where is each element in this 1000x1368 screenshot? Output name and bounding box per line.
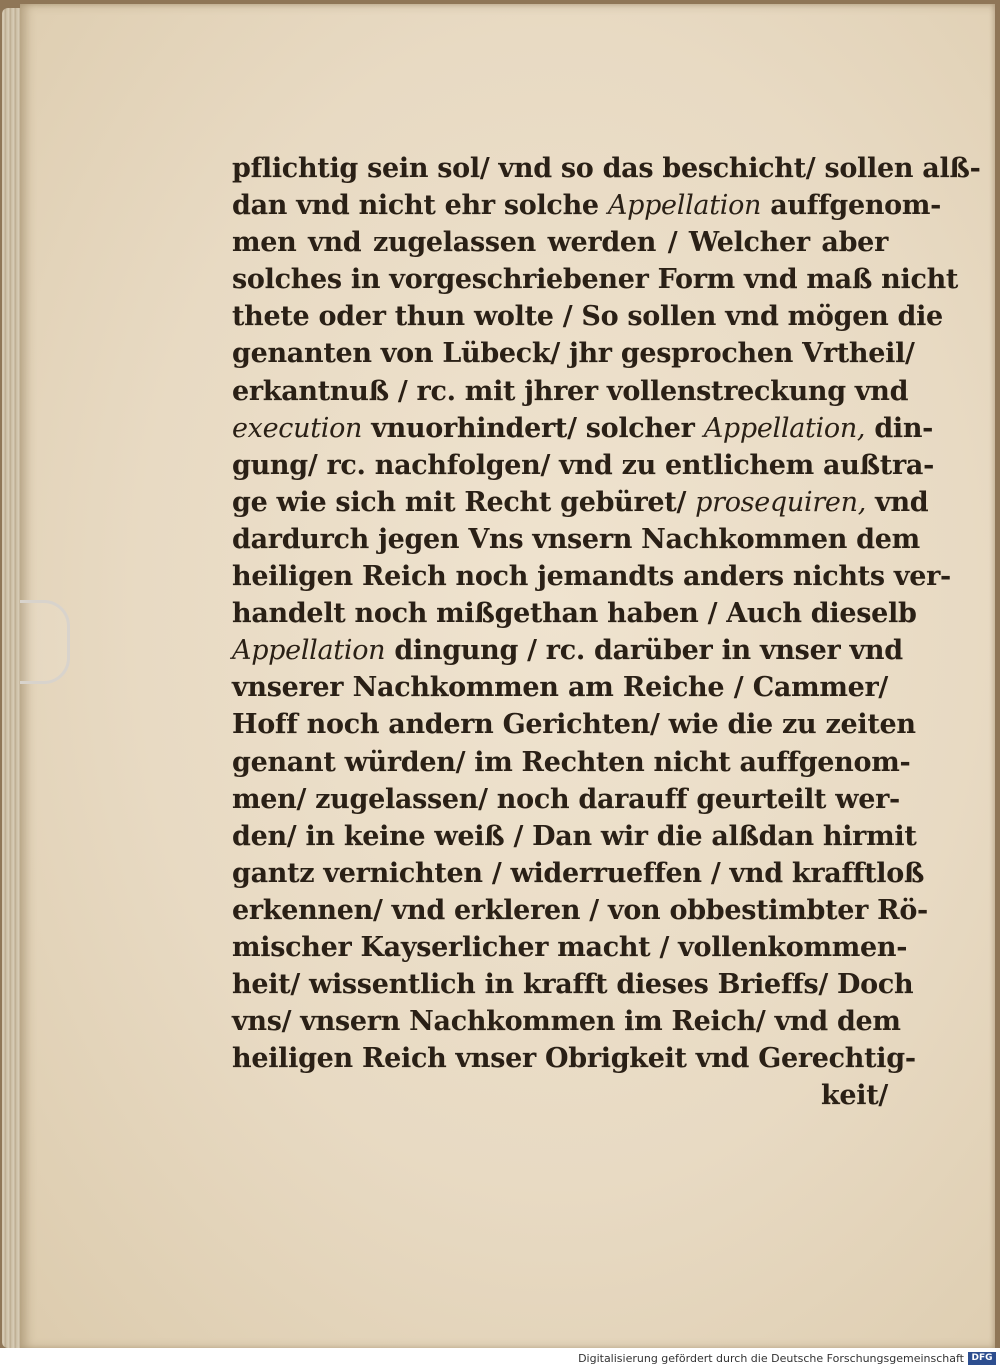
text-line (232, 1003, 901, 1040)
text-line (232, 373, 909, 410)
text-line (232, 150, 981, 187)
text-run: Hoff noch andern Gerichten/ wie die zu zeiten (232, 709, 916, 741)
text-run: vns/ vnsern Nachkommen im Reich/ vnd dem (232, 1006, 901, 1038)
text-line (232, 484, 929, 521)
text-run: gantz vernichten / widerrueffen / vnd krafftloß (232, 857, 925, 889)
text-line (232, 892, 928, 929)
text-run: vnserer Nachkommen am Reiche / Cammer/ (232, 672, 888, 704)
text-line (232, 744, 911, 781)
text-line (232, 595, 917, 632)
text-line (232, 298, 943, 335)
text-line (232, 335, 915, 372)
text-line (232, 669, 888, 706)
text-line (232, 187, 942, 224)
text-run: men/ zugelassen/ noch darauff geurteilt wer- (232, 783, 900, 815)
text-run: heit/ wissentlich in krafft dieses Brieffs/ Doch (232, 969, 914, 1001)
text-line (232, 1077, 888, 1114)
text-run: ge wie sich mit Recht gebüret/ (232, 486, 696, 518)
text-run: heiligen Reich noch jemandts anders nichts ver- (232, 561, 951, 593)
text-run: genant würden/ im Rechten nicht auffgenom- (232, 746, 911, 778)
text-line (232, 558, 951, 595)
text-line (232, 261, 959, 298)
footer-bar (0, 1348, 1000, 1368)
latin-term: prosequiren, (695, 486, 866, 518)
text-run: dan vnd nicht ehr solche (232, 190, 608, 222)
footer-credit: Digitalisierung gefördert durch die Deutsche Forschungsgemeinschaft (578, 1352, 964, 1365)
text-run: gung/ rc. nachfolgen/ vnd zu entlichem außtra- (232, 449, 934, 481)
text-run: mischer Kayserlicher macht / vollenkommen- (232, 931, 908, 963)
text-line (232, 818, 917, 855)
page-clip (20, 600, 70, 684)
text-run: vnuorhindert/ solcher (362, 412, 704, 444)
dfg-logo: DFG (968, 1352, 996, 1365)
text-run: erkennen/ vnd erkleren / von obbestimbter Rö- (232, 894, 928, 926)
latin-term: execution (232, 412, 363, 444)
text-run: thete oder thun wolte / So sollen vnd mögen die (232, 301, 943, 333)
latin-term: Appellation, (703, 412, 866, 444)
body-text (232, 150, 981, 1114)
text-run: dingung / rc. darüber in vnser vnd (385, 635, 903, 667)
text-run: men vnd zugelassen werden / Welcher aber (232, 227, 888, 259)
text-line (232, 929, 908, 966)
text-line (232, 410, 934, 447)
text-line (232, 855, 925, 892)
text-run: genanten von Lübeck/ jhr gesprochen Vrtheil/ (232, 338, 915, 370)
text-run: heiligen Reich vnser Obrigkeit vnd Gerechtig- (232, 1043, 916, 1075)
text-line (232, 1040, 916, 1077)
text-run: keit/ (821, 1080, 888, 1112)
text-run: vnd (865, 486, 929, 518)
text-line (232, 224, 888, 261)
text-run: den/ in keine weiß / Dan wir die alßdan hirmit (232, 820, 917, 852)
text-run: pflichtig sein sol/ vnd so das beschicht/ sollen alß- (232, 153, 981, 184)
latin-term: Appellation (607, 190, 762, 222)
text-line (232, 521, 920, 558)
text-run: din- (865, 412, 934, 444)
text-line (232, 781, 900, 818)
text-run: auffgenom- (761, 190, 942, 222)
text-line (232, 706, 916, 743)
text-run: dardurch jegen Vns vnsern Nachkommen dem (232, 523, 920, 555)
latin-term: Appellation (232, 635, 386, 667)
text-line (232, 447, 934, 484)
text-line (232, 966, 914, 1003)
text-line (232, 632, 903, 669)
text-run: erkantnuß / rc. mit jhrer vollenstreckung vnd (232, 375, 909, 407)
text-run: solches in vorgeschriebener Form vnd maß nicht (232, 264, 959, 296)
text-run: handelt noch mißgethan haben / Auch dieselb (232, 598, 917, 630)
